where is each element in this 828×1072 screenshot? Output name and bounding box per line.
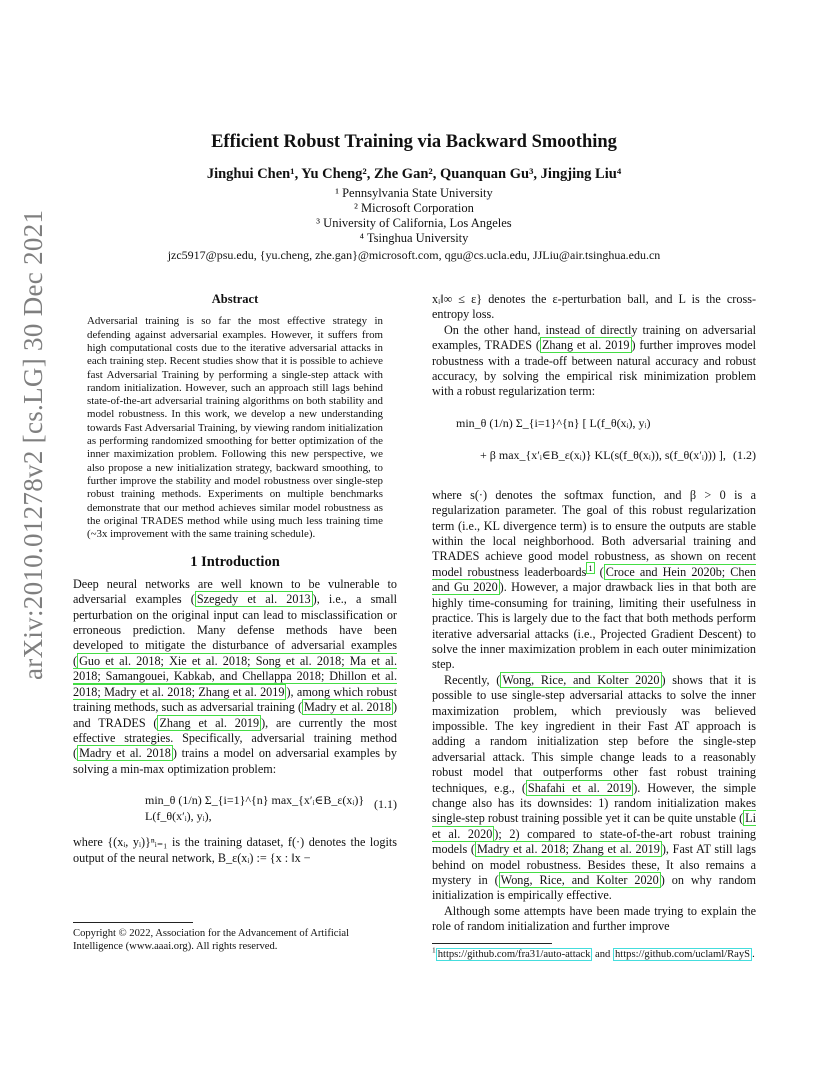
affiliation: ⁴ Tsinghua University (359, 231, 469, 245)
equation-number: (1.2) (733, 447, 756, 462)
citation-link[interactable]: Zhang et al. 2019 (541, 338, 630, 353)
body-paragraph: Although some attempts have been made trying to explain the role of random initialization and further improve (432, 903, 756, 934)
body-paragraph: xᵢ‖∞ ≤ ε} denotes the ε-perturbation ball, and L is the cross-entropy loss. (432, 292, 756, 322)
equation-body: min_θ (1/n) Σ_{i=1}^{n} max_{x′ᵢ∈B_ε(xᵢ)} L(f_θ(x′ᵢ), yᵢ), (145, 793, 365, 823)
affiliation-list (72, 186, 756, 246)
equation-number: (1.1) (374, 797, 397, 812)
affiliation: ² Microsoft Corporation (354, 201, 474, 215)
equation-line: min_θ (1/n) Σ_{i=1}^{n} [ L(f_θ(xᵢ), yᵢ) (456, 415, 651, 430)
citation-link[interactable]: Wong, Rice, and Kolter 2020 (500, 873, 659, 887)
section-heading: 1 Introduction (190, 554, 280, 571)
copyright-notice (73, 922, 397, 953)
left-column (73, 292, 397, 866)
citation-link[interactable]: Croce and Hein 2020b; Chen and Gu 2020 (432, 564, 756, 595)
intro-paragraph: where {(xᵢ, yᵢ)}ⁿᵢ₌₁ is the training dataset, f(·) denotes the logits output of the neural network, B_ε(xᵢ) := {x : ‖x − (73, 835, 397, 865)
footnote-link[interactable]: https://github.com/uclaml/RayS (615, 948, 751, 960)
equation-1-1 (73, 785, 397, 827)
citation-link[interactable]: Madry et al. 2018 (304, 700, 391, 715)
paper-header (72, 130, 756, 263)
equation-1-2 (432, 408, 756, 480)
citation-link[interactable]: Wong, Rice, and Kolter 2020 (502, 672, 660, 687)
author-list: Jinghui Chen¹, Yu Cheng², Zhe Gan², Quanquan Gu³, Jingjing Liu⁴ (206, 166, 622, 182)
abstract-heading: Abstract (211, 292, 259, 306)
body-paragraph: On the other hand, instead of directly training on adversarial examples, TRADES ( Zhang et al. 2019 ) further improves model robustness with a trade-off between natural accuracy and robust accuracy, by solving the empirical risk minimization problem with a robust regularization term: (432, 322, 757, 399)
right-column (432, 292, 756, 961)
footnote-number: 1 (432, 945, 436, 955)
citation-link[interactable]: Zhang et al. 2019 (159, 715, 260, 730)
footnote-link[interactable]: https://github.com/fra31/auto-attack (437, 948, 591, 960)
arxiv-stamp: arXiv:2010.01278v2 [cs.LG] 30 Dec 2021 (18, 209, 48, 680)
citation-link[interactable]: Li et al. 2020 (432, 811, 756, 841)
abstract-text: Adversarial training is so far the most effective strategy in defending against adversarial examples. However, it suffers from high computational costs due to the iterative adversarial attacks in each training step. Recent studies show that it is possible to achieve fast Adversarial Training by performing a single-step attack with random initialization. However, such an approach still lags behind state-of-the-art adversarial training algorithms on both stability and model robustness. In this work, we develop a new understanding towards Fast Adversarial Training, by viewing random initialization as performing randomized smoothing for better optimization of the inner maximization problem. Following this new perspective, we also propose a new initialization strategy, backward smoothing, to further improve the stability and model robustness over single-step robust training methods. Experiments on multiple benchmarks demonstrate that our method achieves similar model robustness as the original TRADES method while using much less training time (~3x improvement with the same training schedule). (87, 315, 383, 541)
copyright-text: Copyright © 2022, Association for the Advancement of Artificial Intelligence (www.aaai.org). All rights reserved. (73, 928, 350, 952)
footnote: $^1$ https://github.com/fra31/auto-attack and https://github.com/uclaml/RayS . (432, 945, 755, 960)
citation-link[interactable]: Szegedy et al. 2013 (196, 592, 311, 607)
affiliation: ³ University of California, Los Angeles (316, 216, 512, 230)
equation-line: + β max_{x′ᵢ∈B_ε(xᵢ)} KL(s(f_θ(xᵢ)), s(f_θ(x′ᵢ))) ], (480, 447, 726, 462)
author-emails: jzc5917@psu.edu, {yu.cheng, zhe.gan}@microsoft.com, qgu@cs.ucla.edu, JJLiu@air.tsinghua.edu.cn (167, 248, 661, 262)
body-paragraph: where s(·) denotes the softmax function, and β > 0 is a regularization parameter. The goal of this robust regularization term (i.e., KL divergence term) is to ensure the outputs are stable within the local neighborhood. Both adversarial training and TRADES achieve good model robustness, as shown on recent model robustness leaderboards $^1$ ( Croce and Hein 2020b; Chen and Gu 2020 ). However, a major drawback lies in that both are highly time-consuming for training, limiting their usefulness in practice. This is largely due to the fact that both methods perform iterative adversarial attacks (i.e., Projected Gradient Descent) to solve the inner maximization problem in each outer minimization step. (432, 487, 757, 672)
footnote-divider (432, 943, 552, 944)
paper-title: Efficient Robust Training via Backward Smoothing (211, 132, 617, 152)
citation-link[interactable]: Guo et al. 2018; Xie et al. 2018; Song et al. 2018; Ma et al. 2018; Samangouei, Kabkab, and Chellappa 2018; Dhillon et al. 2018; Madry et al. 2018; Zhang et al. 2019 (73, 653, 397, 699)
affiliation: ¹ Pennsylvania State University (335, 186, 493, 200)
citation-link[interactable]: Shafahi et al. 2019 (527, 780, 632, 795)
copyright-divider (73, 922, 193, 923)
intro-paragraph: Deep neural networks are well known to be vulnerable to adversarial examples ( Szegedy et al. 2013 ), i.e., a small perturbation on the original input can lead to misclassification or erroneous prediction. Many defense methods have been developed to mitigate the disturbance of adversarial examples ( Guo et al. 2018; Xie et al. 2018; Song et al. 2018; Ma et al. 2018; Samangouei, Kabkab, and Chellappa 2018; Dhillon et al. 2018; Madry et al. 2018; Zhang et al. 2019 ), among which robust training methods, such as adversarial training ( Madry et al. 2018 ) and TRADES ( Zhang et al. 2019 ), are currently the most effective strategies. Specifically, adversarial training method ( Madry et al. 2018 ) trains a model on adversarial examples by solving a min-max optimization problem: (73, 576, 397, 776)
citation-link[interactable]: Madry et al. 2018; Zhang et al. 2019 (476, 842, 660, 857)
body-paragraph: Recently, ( Wong, Rice, and Kolter 2020 ) shows that it is possible to use single-step adversarial attacks to solve the inner maximization problem, which previously was believed impossible. The key ingredient in their Fast AT approach is adding a random initialization step before the single-step adversarial attack. This simple change leads to a reasonably robust model that outperforms other fast robust training techniques, e.g., ( Shafahi et al. 2019 ). However, the simple change also has its downsides: 1) random initialization makes single-step robust training possible yet it can be quite unstable ( Li et al. 2020 ); 2) compared to state-of-the-art robust training models ( Madry et al. 2018; Zhang et al. 2019 ), Fast AT still lags behind on model robustness. Besides these, It also remains a mystery in ( Wong, Rice, and Kolter 2020 ) on why random initialization is empirically effective. (432, 672, 757, 903)
citation-link[interactable]: Madry et al. 2018 (79, 746, 171, 761)
footnote-marker[interactable]: 1 (588, 562, 593, 573)
